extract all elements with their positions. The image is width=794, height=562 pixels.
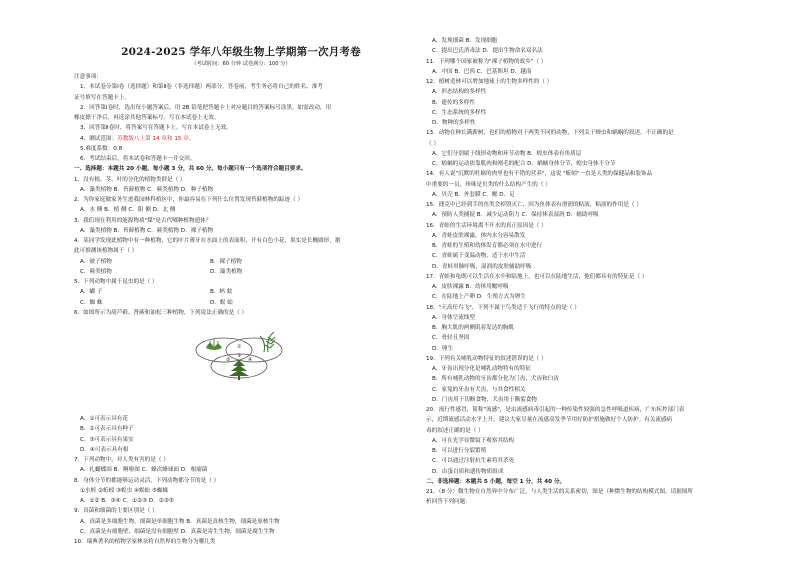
question-option: C．生态系统的多样性 [432,109,487,116]
right-column [426,36,762,508]
question-options: A．皮肤裸露 B．幼体用鳃呼吸 [432,284,509,290]
question-options: A．中国 B．巴西 C．巴基斯坦 D．越南 [432,68,532,75]
option: B．蚂 蚁 [210,289,233,296]
notes-line: 2．回答第Ⅰ卷时，选出每小题答案后，用 2B 铅笔把答题卡上对应题目的答案标号涂黑。如需改动，用 [80,104,332,111]
option: D．藻类植物 [210,268,243,275]
venn-diagram-figure [174,318,304,414]
question-options: A．它们分别属于线形动物和环节动物 B．蝗虫体表有角质层 [432,150,582,157]
question-stem: 8．身体分节的都能够运动灵活，下列动物都分节的是（ ） [74,477,220,484]
question-stem: 20．流行性感冒，简称"流感"，是由流感病毒引起的一种传染性较强的急性呼吸道疾病，广东疾控部门表 [426,407,685,413]
region-label: ③ [237,353,242,359]
question-option: D．④可表示具有根 [80,446,129,453]
question-options: A．真菌是多细胞生物，细菌是单细胞生物 B．真菌是真核生物，细菌是原核生物 [80,518,280,525]
option: B．裸子植物 [210,258,242,265]
question-option: B．青蛙的生殖和幼体发育都必须在水中进行 [432,243,543,249]
question-stem: 12．植树造林可以增加地球上的生物多样性的（ ） [426,79,553,85]
left-column [74,72,408,547]
question-stem: 19．下列有关哺乳动物特征的叙述错误的是（ ） [426,355,547,362]
option: A．被子植物 [80,258,112,265]
notes-line: 橡皮擦干净后，再选涂其他答案标号。写在本试卷上无效。 [74,115,220,121]
question-options [74,267,408,277]
notes-scope: 4．测试范围：苏教版八上第 14 章和 15 章。 [80,135,195,142]
notes-line: 证号填写在答题卡上。 [74,94,130,101]
question-stem: 析回答下列问题： [426,499,471,506]
question-option: A．形态结构的多样性 [432,89,487,96]
question-options: A．预防人类捕捉 B．减少运动阻力 C．保持体表湿润 D．辅助呼吸 [432,212,599,219]
question-option: D．门齿用于切断食物，犬齿用于撕裂食物 [432,396,537,403]
pine-plant-icon [229,360,249,380]
question-option: C．青蛙属于变温动物，适于水中生活 [432,253,526,260]
question-option: C．家兔的牙齿有犬齿，与其食性相关 [432,386,526,393]
question-options: ①水蛭 ②蚯蚓 ③蝗虫 ④蜈蚣 ⑤蜘蛛 [80,487,169,494]
question-option: B．所有哺乳动物的牙齿都分化为门齿、犬齿和臼齿 [432,376,559,383]
question-option: A．可在光学显微镜下观察其结构 [432,437,515,444]
question-option: B．遗传的多样性 [432,99,475,106]
question-option: D．物种的多样性 [432,120,476,126]
question-stem: 10．瑞典著名的植物学家林奈将自然界的生物分为哪几类 [74,539,216,545]
question-stem: 7．下列动物中，对人类有害的是（ ） [74,457,169,463]
moss-plant-icon [206,339,222,350]
question-options: A．贝壳 B．外套膜 C．鳃 D．足 [432,191,515,198]
question-options: A．水 侧 B．植 侧 C．阳 侧 D．北 侧 [80,207,176,214]
notes-heading: 注意事项： [74,74,102,80]
question-option: B．可以进行分裂繁殖 [432,448,487,454]
question-options: A．扎蝴蝶围 B．啊啦图 C．蜂次蜂球面 D．根瘤菌 [80,467,208,474]
question-stem: 9．真菌和细菌的主要区别是（ ） [74,508,158,515]
question-stem: 16．青蛙的生活环境离不开水的真正原因是（ ） [426,222,547,229]
question-option: A．青蛙皮肤裸露，体内水分容易散发 [432,232,526,239]
question-stem: 示，近期流感活动水平上升，建议大家尽量在流感高发季节用好防护措施做好个人防护。有关流感病 [426,417,673,424]
notes-line: 1．本试卷分第Ⅰ卷（选择题）和第Ⅱ卷（非选择题）两部分。答卷前，考生务必将自己的姓名、准考 [80,84,323,91]
region-label: ① [237,344,242,350]
question-stem: 毒的叙述正确的是（ ） [426,427,484,434]
question-stem: 14．有人说"沉默的牡蛎的肉里也有不错的营养"，这说 "蚯蚓"一直是人类的保健品和装饰品 [426,171,653,178]
question-stem: 1．没有根、茎、叶的分化的植物类群是（ ） [74,176,186,183]
question-stem: 13．动物在种长满薪树，也们的植物对于两类不同的动物，下列关于蝉虫和蜗蜗的叙述，不正确的是 [426,130,674,137]
section-heading: 二、非选择题：本题共 5 小题，每空 1 分，共 40 分。 [426,478,566,485]
question-option: C．骨轻且坚固 [432,335,470,342]
question-stem: 6．如图所示为葫芦藓、肾蕨和油松三种植物，下列说法正确的是（ ） [74,309,248,316]
notes-line: 3．回答第Ⅱ卷时，将答案写在答题卡上。写在本试卷上无效。 [80,125,232,132]
page-title: 2024-2025 学年八年级生物上学期第一次月考卷 [121,46,361,58]
question-options: A．藻类植物 B．苔藓植物 C．蕨类植物 D．种子植物 [80,186,214,193]
question-stem: （ ） [426,140,439,147]
question-options: C．在陆地上产卵 D．生殖方式为卵生 [432,294,526,301]
question-stem: 4．某同学发现此植物中有一种植物，它的叶片薄牙在水面上的表面积，开有白色小花，果实是长椭圆形，据 [74,238,341,244]
question-options: C．提出巴氏消毒法 D．提出生物命名双名法 [432,48,543,55]
question-options: A．发现细菌 B．发现细胞 [432,38,498,44]
option: D．蜈 蚣 [210,299,233,306]
notes-difficulty: 5.难度系数：0.8 [80,145,123,152]
question-option: A．身体呈流线型 [432,314,475,321]
question-stem: 5．下列动物中属于昆虫的是（ ） [74,279,158,285]
question-option: A．①可表示具有花 [80,416,128,422]
question-option: B．胸大肌的两侧肌着发达的胸肌 [432,325,515,331]
fern-plant-icon [260,332,275,352]
question-option: C．③可表示具有果实 [80,436,134,443]
section-heading: 一、选择题：本题共 20 小题，每小题 3 分，共 60 分。每小题只有一个选项符合题目要求。 [74,166,307,173]
question-option: A．牙齿出现分化是哺乳动物特有的特征 [432,366,531,372]
question-options [74,257,408,267]
question-option: B．②可表示具有种子 [80,426,134,433]
question-options [74,287,408,297]
question-option: C．可以通过注射抗生素将其杀死 [432,458,515,465]
question-options [74,298,408,308]
venn-circle-top-left [196,338,252,362]
question-stem: 17．青蛙和龟既可以生活在水中和陆地上，也可以在陆地生活，他们都具有的特征是（ ） [426,273,648,280]
question-stem: 中重要的一员，珍珠是贝类的什么结构产生的（ ） [426,181,551,188]
scope-highlight: 苏教版八上第 14 章和 15 章。 [117,135,195,142]
venn-diagram [174,318,304,410]
question-stem: 15．捷克中已经到手的鱼类会掉毁灭亡，因为鱼体表有滑润的粘液，粘液的作用是（ ） [426,202,642,208]
option: A．蝴 子 [80,289,103,296]
question-option: D．青蛙用肺呼吸，湿润的皮肤辅助呼吸 [432,263,532,270]
question-options: A．①② B．③④ C．①②③ D．②③⑤ [80,498,174,504]
question-stem: 18．"天高任鸟飞"，下列不属于鸟类适于飞行的特点的是（ ） [426,304,580,311]
question-option: D．由蛋白质和遗传物质组成 [432,468,504,475]
question-options: C．真菌是有细胞壁，细菌是没有细胞壁 D．真菌是寄生生物，细菌是腐生生物 [80,528,275,535]
option: C．蜘 蛛 [80,299,103,306]
region-label: ④ [248,357,253,363]
question-stem: 此可推测该植物属于（ ） [74,248,138,255]
question-stem: 11．下列哪个国家被称为"裸子植物的故乡"（ ） [426,58,547,65]
option: C．蕨类植物 [80,268,112,275]
region-label: ② [226,357,231,363]
question-stem: 3．我们现在利用的能源物质"煤"是古代哪种植物遗体？ [74,217,212,224]
question-options: A．藻类植物 B．苔藓植物 C．蕨类植物 D．裸子植物 [80,227,214,234]
question-options: C．蝗蛹的运动依靠肌肉和刚毛的配合 D．蜗蛹身体分节，蝗虫身体不分节 [432,161,616,167]
question-stem: 2．为你家庭做家务生进我园林科植区中，你最容易在下列什么位置发现苔藓植物的踪迹（ ） [74,197,304,203]
page-subtitle: （考试时间：60 分钟 试卷满分：100 分） [191,61,291,67]
notes-line: 6．考试结束后，将本试卷和答题卡一并交回。 [80,156,196,162]
question-stem: 21．（8 分）微生物在自然界中分布广泛，与人类生活的关系密切，图是（种微生物的结构模式图，请据图所 [426,489,693,495]
question-option: D．卵生 [432,345,454,352]
